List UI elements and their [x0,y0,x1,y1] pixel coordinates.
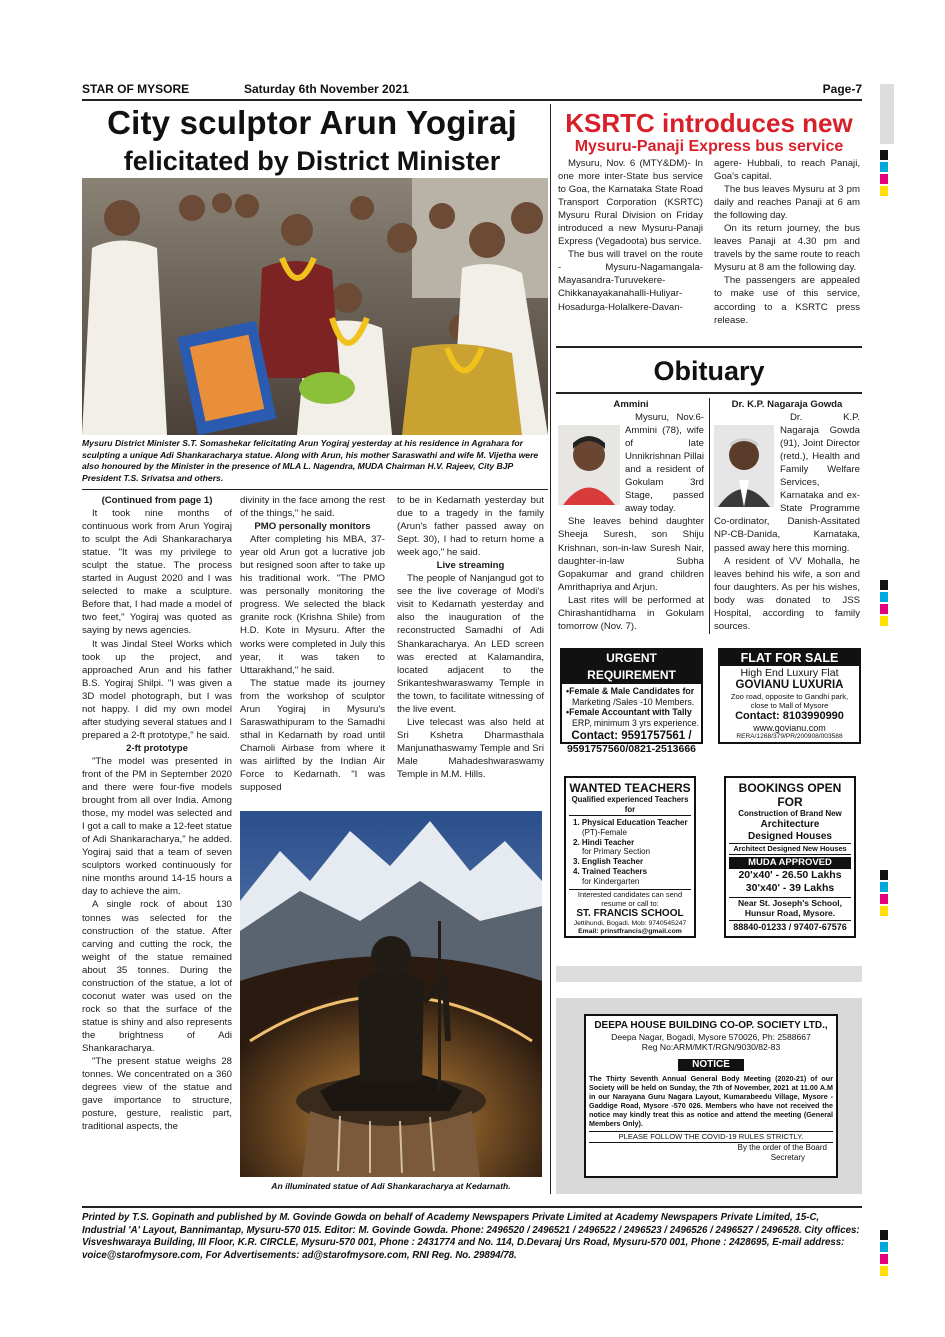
ad-line: Hunsur Road, Mysore. [744,908,836,918]
paragraph: It was Jindal Steel Works which took up the project, and approached Arun and his father B.S. Yogiraj Shilpi. "I was given a 3D model photograph, but I was not happy. I did my own model after studying several statues and I prepared a 2-ft prototype," he said. [82,638,232,741]
paragraph: divinity in the face among the rest of the things," he said. [240,495,385,520]
ksrtc-subhead: Mysuru-Panaji Express bus service [574,138,844,155]
ad-contact: Contact: 8103990990 [735,710,844,722]
paragraph: The passengers are appealed to make use of this service, according to a KSRTC press release. [714,275,860,326]
ad-title: DEEPA HOUSE BUILDING CO-OP. SOCIETY LTD., [594,1020,828,1031]
reg-mark-black [880,1230,888,1240]
section-rule [556,392,862,394]
reg-mark-black [880,580,888,590]
obituary-photo-ammini [558,425,620,505]
ad-line: •Female Accountant with Tally [566,707,692,718]
reg-mark-cyan [880,592,888,602]
obituary-rule [709,398,710,634]
ad-title: WANTED TEACHERS [569,781,691,795]
paragraph: She leaves behind daughter Sheeja Suresh, son Shiju Krishnan, son-in-law Suresh Nair, daughter-in-law Subha Gopakumar and grand children Amrithapriya and Arjun. [558,516,704,593]
imprint-footer: Printed by T.S. Gopinath and published by M. Govinde Gowda on behalf of Academy Newspapers Private Limited at Academy Newspapers Private Limited, 15-C, Industrial 'A' Layout, Bannimantap, Mysuru-570 015. Editor: M. Govinde Gowda. Phone: 2496520 / 2496521 / 2496522 / 2496523 / 2496526 / 2496527 / 2496528. City offices: Visveshwaraya Building, III Floor, K.R. CIRCLE, Mysuru-570 001, Phone : 2431774 and No. 114, D.Devaraj Urs Road, Mysuru-570 001, Phone : 2428695, E-mail address: voice@starofmysore.com, For Advertisements: ad@starofmysore.com, RNI Reg. No. 29894/78. [82,1212,860,1261]
reg-mark-magenta [880,894,888,904]
ad-line: Zoo road, opposite to Gandhi park, [730,692,849,701]
ad-urgent-requirement [560,648,703,756]
story-column-2 [240,494,385,794]
obituary-title: Obituary [653,356,765,386]
ad-line: Near St. Joseph's School, [729,897,851,908]
ksrtc-column-2 [714,157,860,327]
ad-title: BOOKINGS OPEN FOR [738,781,842,809]
ksrtc-headline: KSRTC introduces new [565,108,853,138]
statue-photo-illustration [240,811,542,1177]
reg-mark-yellow [880,1266,888,1276]
ad-rera: RERA/1268/379/PR/200908/003588 [736,733,843,740]
reg-mark-magenta [880,174,888,184]
obituary-photo-gowda [714,425,774,507]
ad-line: Reg No:ARM/MKT/RGN/9030/82-83 [641,1042,781,1052]
paragraph: agere- Hubbali, to reach Panaji, Goa's capital. [714,158,860,183]
reg-mark-cyan [880,882,888,892]
ad-price: 20'x40' - 26.50 Lakhs [738,869,842,881]
reg-mark-black [880,870,888,880]
ad-line: High End Luxury Flat [740,667,839,679]
ad-wanted-teachers [564,776,696,938]
paragraph: On its return journey, the bus leaves Panaji at 4.30 pm and travels by the same route to reach Mysuru at 8 am the following day. [714,223,860,274]
paragraph: It took nine months of continuous work from Arun Yogiraj to sculpt the Adi Shankaracharya statue. "It was my privilege to sculpt the statue. The process started in August 2020 and I was selected to make a sculpture. Before that, I had made a model of two feet," Yogiraj was quoted as saying by news agencies. [82,508,232,637]
ad-school: ST. FRANCIS SCHOOL [576,907,684,919]
obituary-ammini [558,398,704,633]
ad-title: URGENT REQUIREMENT [562,650,701,684]
ad-line: resume or call to: [601,898,659,908]
ad-line: 4. Trained Teachers [573,866,648,876]
header-rule [82,99,862,101]
paragraph: "The present statue weighs 28 tonnes. We concentrated on a 360 degrees view of the statue and gave importance to structure, posture, gesture, realistic part, traditional aspects, the [82,1056,232,1133]
subheading: PMO personally monitors [254,521,371,533]
story-column-3 [397,494,544,781]
statue-photo-caption: An illuminated statue of Adi Shankaracharya at Kedarnath. [271,1181,511,1191]
paragraph: Last rites will be performed at Chirashantidhama in Gokulam tomorrow (Nov. 7). [558,594,704,632]
paragraph: Dr. K.P. Nagaraja Gowda (91), Joint Director (retd.), Health and Family Welfare Services, Karnataka and ex-State Programme Co-ordinator, Danish-Assitated NP-CB-Danida, Karnataka, passed away here this morning. [714,412,860,554]
paragraph: The bus will travel on the route - Mysuru-Nagamangala-Mayasandra-Turuvekere-Chikkanayakanahalli-Huliyar-Hosadurga-Holalkere-Davan- [558,249,703,313]
reg-mark-cyan [880,162,888,172]
ad-line: Architect Designed New Houses [729,843,851,855]
ad-deepa-notice [584,1014,838,1178]
page-header [82,80,862,98]
ad-line: 3. English Teacher [573,857,644,867]
ksrtc-column-1 [558,157,703,314]
reg-mark-magenta [880,1254,888,1264]
footer-rule [82,1206,862,1208]
paragraph: A resident of VV Mohalla, he leaves behind his wife, a son and four daughters. As per his wishes, body was donated to JSS Hospital, according to family sources. [714,555,860,632]
ad-signature: Secretary [770,1153,805,1162]
ad-line: Jettihundi, Bogadi. Mob: 9740545247 [573,919,687,927]
statue-photo [240,811,542,1177]
ad-website: www.govianu.com [753,723,826,733]
photo-caption: Mysuru District Minister S.T. Somashekar felicitating Arun Yogiraj yesterday at his residence in Agrahara for sculpting a unique Adi Shankaracharya statue. Along with Arun, his mother Saraswathi and wife M. Vijetha were also honoured by the Minister in the presence of MLA L. Nagendra, MUDA Chairman H.V. Rajeev, City BJP President T.S. Srivatsa and others. [82,438,539,483]
felicitation-photo [82,178,548,435]
felicitation-photo-illustration [82,178,548,435]
ad-contact: 9591757560/0821-2513666 [566,743,697,756]
ad-notice-label: NOTICE [678,1059,744,1071]
reg-mark-black [880,150,888,160]
paragraph: Mysuru, Nov. 6 (MTY&DM)- In one more inter-State bus service to Goa, the Karnataka State Road Transport Corporation (KSRTC) Mysuru Rural Division on Friday introduced a new Mysuru-Panaji Express (Vegadoota) bus service. [558,158,703,248]
ad-line: •Female & Male Candidates for [566,686,695,696]
obituary-name: Ammini [613,399,649,410]
ad-notice-body: The Thirty Seventh Annual General Body Meeting (2020-21) of our Society will be held on Sunday, the 7th of November, 2021 at 11.00 A.M in our Narayana Guru Nagara Layout, Kumarabeedu Village, Mysore - Gaddige Road, Mysore -570 026. Members who have not received the notice may kindly treat this as notice and attend the meeting (General Members Only). [589,1074,833,1128]
ad-phone: 88840-01233 / 97407-67576 [729,920,851,933]
story-column-1 [82,494,232,1133]
ad-line: close to Mall of Mysore [750,701,829,710]
ad-line: 2. Hindi Teacher [573,837,635,847]
ad-signature: By the order of the Board [737,1143,827,1152]
ad-contact: Contact: 9591757561 / [571,730,692,743]
ad-line: Marketing /Sales -10 Members. [572,696,695,707]
reg-mark-yellow [880,906,888,916]
ad-covid-note: PLEASE FOLLOW THE COVID-19 RULES STRICTLY. [589,1131,833,1143]
section-rule [556,346,862,348]
reg-mark-yellow [880,186,888,196]
obituary-nagaraja-gowda [714,398,860,633]
caption-rule [82,489,548,490]
paragraph: Mysuru, Nov.6- Ammini (78), wife of late Unnikrishnan Pillai and a resident of Gokulam 3rd Stage, passed away today. [625,412,704,515]
reg-mark-yellow [880,616,888,626]
paragraph: The people of Nanjangud got to see the live coverage of Modi's visit to Kedarnath yesterday and also the inauguration of the reconstructed Samadhi of Adi Shankaracharya. An LED screen was erected at Kalamandira, located adjacent to the Srikanteshwaraswamy Temple in the town, to facilitate witnessing of the live event. [397,573,544,715]
ad-flat-for-sale [718,648,861,744]
main-headline-line2: felicitated by District Minister [123,146,501,176]
paper-name: STAR OF MYSORE [82,82,190,96]
continued-note: (Continued from page 1) [101,495,213,506]
column-rule [550,104,551,1194]
ad-bookings-open [724,776,856,938]
ad-line: Interested candidates can send [569,889,691,899]
ad-line: Construction of Brand New [738,809,842,818]
ad-email: Email: prinstfrancis@gmail.com [578,927,682,935]
reg-mark-magenta [880,604,888,614]
paragraph: A single rock of about 130 tonnes was selected for the construction of the statue. After carving and cutting the rock, the weight of the statue remained about 35 tonnes. During the construction of the statue, a lot of coconut water was used on the rock so that the surface of the statue is shiny and also represents the brightness of Adi Shankaracharya. [82,899,232,1054]
ad-title: FLAT FOR SALE [720,650,859,666]
ad-line: Deepa Nagar, Bogadi, Mysore 570026, Ph: 2588667 [611,1032,811,1042]
paragraph: Live telecast was also held at Sri Kshetra Dharmasthala Manjunathaswamy Temple and Sri Male Mahadeshwaraswamy Temple in M.M. Hills. [397,716,544,780]
paragraph: After completing his MBA, 37-year old Arun got a lucrative job but resigned soon after to take up his traditional work. "The PMO was personally monitoring the progress. We selected the black granite rock (Krishna Shile) from H.D. Kote in Mysuru. After the works were completed in July this year, it was taken to Uttarakhand," he said. [240,534,385,676]
paragraph: to be in Kedarnath yesterday but due to a tragedy in the family (Arun's father passed away on Sept. 30), I had to return home a week ago," he said. [397,495,544,559]
ad-line: (PT)-Female [582,827,627,837]
page-date: Saturday 6th November 2021 [244,82,409,96]
ad-line: Architecture [760,819,820,830]
paragraph: The statue made its journey from the workshop of sculptor Arun Yogiraj in Mysuru's Saraswathipuram to the Samadhi sthal in Kedarnath by road until Chamoli Airbase from where it was airlifted by the Indian Air Force to Kedarnath. "I was supposed [240,677,385,794]
grey-separator [556,966,862,982]
subheading: Live streaming [436,560,505,572]
subheading: 2-ft prototype [126,742,188,754]
page-number: Page-7 [822,82,862,96]
ad-price: 30'x40' - 39 Lakhs [745,882,835,894]
obituary-name: Dr. K.P. Nagaraja Gowda [731,399,843,410]
paragraph: The bus leaves Mysuru at 3 pm daily and reaches Panaji at 6 am the following day. [714,184,860,222]
paragraph: "The model was presented in front of the PM in September 2020 and there were four-five models brought from all over India. Among those, my model was selected and I got a call to make a 12-feet statue of Adi Shankaracharya," he added. Yogiraj said that a team of seven sculptors worked continuously for nine months around 14-15 hours a day to achieve the aim. [82,755,232,898]
ad-line: Designed Houses [748,831,832,842]
ad-line: Qualified experienced Teachers for [569,795,691,816]
ad-line: for Kindergarten [582,876,640,886]
ad-line: 1. Physical Education Teacher [573,818,688,827]
ad-muda-badge: MUDA APPROVED [729,857,851,869]
reg-mark-cyan [880,1242,888,1252]
ad-line: ERP, minimum 3 yrs experience. [572,717,699,728]
ad-line: GOVIANU LUXURIA [735,679,844,691]
ad-line: for Primary Section [582,847,651,857]
registration-band [880,84,894,144]
main-headline: City sculptor Arun Yogiraj [107,104,517,141]
